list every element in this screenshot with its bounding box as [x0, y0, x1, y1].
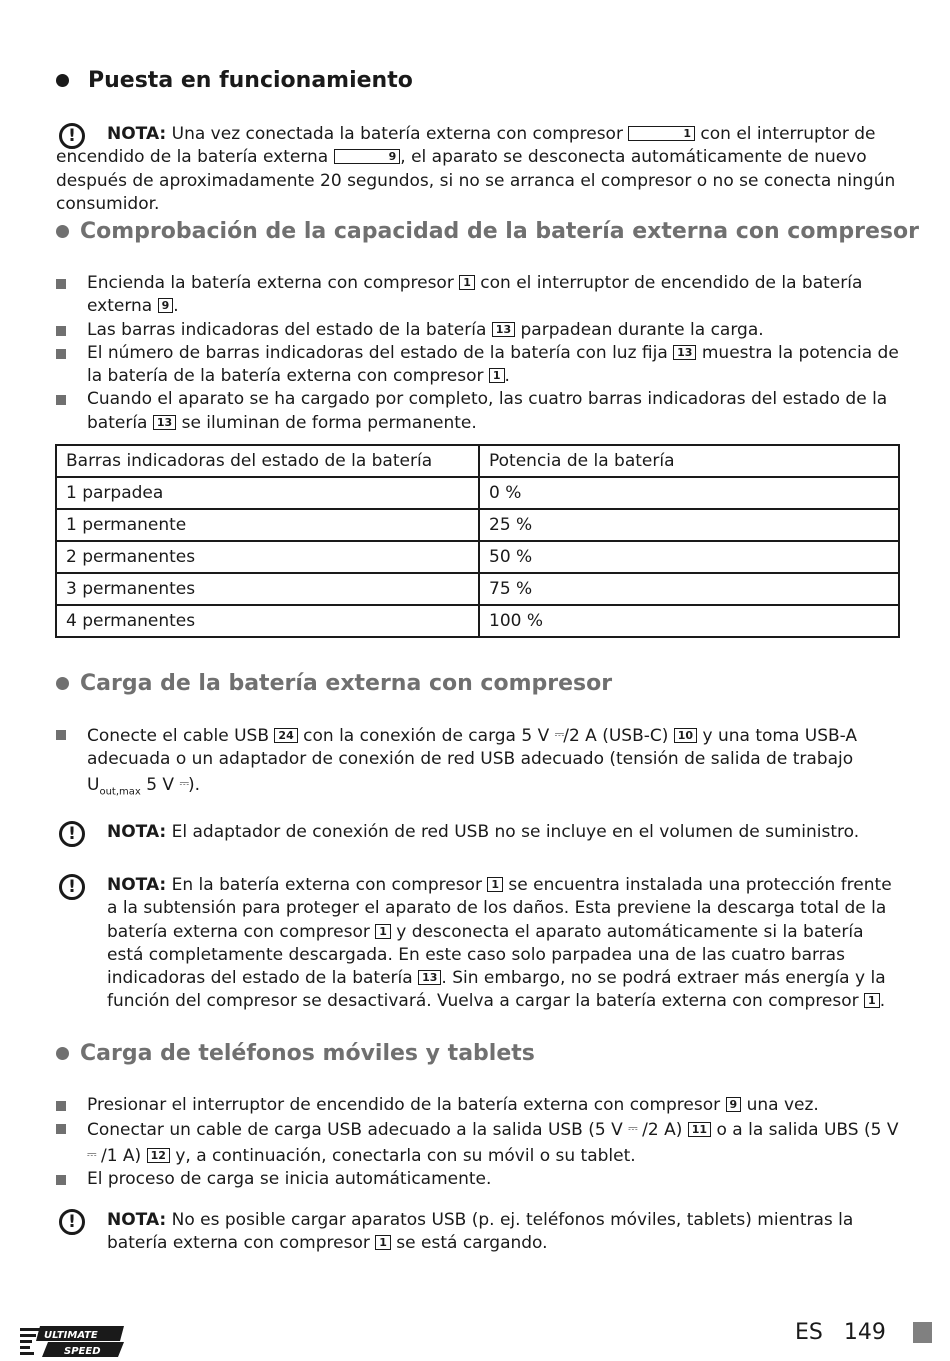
- bullet-dot-icon: [56, 1047, 69, 1060]
- item-text: Conecte el cable USB: [87, 726, 275, 746]
- language-code: ES: [795, 1320, 823, 1345]
- item-text: y, a continuación, conectarla con su móvil o su tablet.: [169, 1145, 636, 1166]
- item-text: 5 V: [140, 774, 180, 795]
- note-text-part: se encuentra instalada una protección frente a la subtensión para proteger el aparato de los daños. Esta previene la descarga total de la batería externa con compresor: [107, 875, 892, 942]
- ref-number: 1: [489, 368, 505, 383]
- item-text: y una toma USB-A adecuada o un adaptador de conexión de red USB adecuado (tensión de salida de trabajo U: [87, 726, 858, 795]
- list-item: [56, 1094, 901, 1117]
- note-text-part: se está cargando.: [390, 1233, 548, 1254]
- section-title: Puesta en funcionamiento: [88, 68, 413, 93]
- table-row: [56, 573, 899, 605]
- note-text-part: . Sin embargo, no se podrá extraer más energía y la función del compresor se desactivará. Vuelva a cargar la batería externa con compresor: [107, 968, 886, 1012]
- table-cell: 1 permanente: [56, 509, 479, 541]
- page-footer: [795, 1320, 886, 1345]
- note-text: [107, 874, 896, 1014]
- item-text: Conectar un cable de carga USB adecuado a la salida USB (5 V: [87, 1120, 629, 1141]
- ref-number: 13: [673, 345, 696, 360]
- item-text: con la conexión de carga 5 V: [297, 726, 555, 746]
- ref-number: 1: [487, 877, 503, 892]
- item-text: .: [504, 366, 510, 387]
- dc-symbol-icon: ⎓: [179, 775, 189, 790]
- note-text: [107, 1209, 896, 1256]
- bullet-dot-icon: [56, 225, 69, 238]
- table-cell: 4 permanentes: [56, 605, 479, 637]
- item-text: o a la salida UBS (5 V: [711, 1120, 899, 1141]
- item-text: El número de barras indicadoras del estado de la batería con luz fija: [87, 342, 674, 363]
- item-text: ).: [188, 774, 201, 795]
- bullet-dot-icon: [56, 74, 69, 87]
- table-row: [56, 541, 899, 573]
- item-text: .: [173, 296, 179, 317]
- ref-number: 1: [375, 924, 391, 939]
- bullet-list: [56, 272, 901, 435]
- note-text: [107, 821, 896, 844]
- note-text-part: No es posible cargar aparatos USB (p. ej. teléfonos móviles, tablets) mientras la batería externa con compresor: [107, 1210, 854, 1254]
- table-cell: 0 %: [479, 477, 899, 509]
- ref-number: 12: [147, 1148, 170, 1163]
- section-title: Carga de teléfonos móviles y tablets: [80, 1041, 535, 1066]
- table-header-row: [56, 445, 899, 477]
- note-label: NOTA:: [107, 822, 167, 842]
- footer-marker: [913, 1322, 932, 1343]
- logo-text-line1: ULTIMATE: [44, 1330, 98, 1341]
- table-cell: 75 %: [479, 573, 899, 605]
- item-text: una vez.: [741, 1095, 819, 1115]
- note-label: NOTA:: [107, 875, 167, 895]
- bullet-list: [56, 723, 901, 803]
- bullet-list: [56, 1094, 901, 1191]
- item-text: /1 A): [95, 1145, 147, 1166]
- note-text-part: y desconecta el aparato automáticamente si la batería está completamente descargada. En este caso solo parpadea una de las cuatro barras indicadoras del estado de la batería: [107, 921, 864, 989]
- section-title: Comprobación de la capacidad de la batería externa con compresor: [80, 219, 919, 244]
- warning-icon: !: [59, 821, 85, 847]
- item-text: muestra la potencia de la batería de la batería externa con compresor: [87, 342, 899, 387]
- item-text: Encienda la batería externa con compresor: [87, 273, 460, 293]
- ref-number: 13: [492, 322, 515, 337]
- item-text: con el interruptor de encendido de la batería externa: [87, 273, 863, 317]
- dc-symbol-icon: ⎓: [554, 727, 564, 741]
- table-row: [56, 605, 899, 637]
- note-label: NOTA:: [107, 1210, 167, 1230]
- section-heading-carga-bateria: [56, 671, 612, 696]
- table-cell: 25 %: [479, 509, 899, 541]
- section-title: Carga de la batería externa con compresor: [80, 671, 613, 696]
- note-text-part: , el aparato se desconecta automáticamente de nuevo después de aproximadamente 20 segundos, si no se arranca el compresor o no se conecta ningún consumidor.: [56, 147, 896, 214]
- table-cell: 3 permanentes: [56, 573, 479, 605]
- page-number: 149: [843, 1320, 886, 1345]
- bullet-dot-icon: [56, 677, 69, 690]
- ref-number: 24: [274, 728, 297, 743]
- ref-number: 1: [459, 275, 475, 290]
- item-text: El proceso de carga se inicia automáticamente.: [87, 1168, 492, 1189]
- item-text: parpadean durante la carga.: [515, 319, 764, 340]
- note-text-part: El adaptador de conexión de red USB no se incluye en el volumen de suministro.: [171, 822, 860, 842]
- ultimate-speed-logo: [20, 1325, 124, 1358]
- ref-number: 1: [375, 1235, 391, 1250]
- item-text: Presionar el interruptor de encendido de la batería externa con compresor: [87, 1095, 726, 1115]
- section-heading-capacidad: [56, 219, 919, 244]
- dc-symbol-icon: ⎓: [628, 1121, 637, 1136]
- section-heading-moviles: [56, 1041, 535, 1066]
- table-row: [56, 477, 899, 509]
- item-text: /2 A (USB-C): [563, 726, 674, 746]
- ref-number: 9: [726, 1097, 742, 1112]
- note-block: [56, 1209, 896, 1256]
- ref-number: 13: [418, 970, 441, 985]
- table-cell: 2 permanentes: [56, 541, 479, 573]
- list-item: [56, 1168, 901, 1191]
- list-item: [56, 342, 901, 389]
- item-text: Las barras indicadoras del estado de la batería: [87, 319, 492, 340]
- ref-number: 9: [158, 298, 174, 313]
- note-block: [56, 821, 896, 844]
- ref-number: 13: [153, 415, 176, 430]
- table-header-cell: Barras indicadoras del estado de la batería: [56, 445, 479, 477]
- ref-number: 9: [334, 149, 401, 164]
- note-text-part: En la batería externa con compresor: [171, 875, 488, 895]
- dc-symbol-icon: ⎓: [87, 1146, 96, 1161]
- warning-icon: !: [59, 874, 85, 900]
- ref-number: 1: [864, 993, 880, 1008]
- item-text: se iluminan de forma permanente.: [176, 412, 477, 433]
- subscript: out,max: [99, 785, 141, 797]
- item-text: /2 A): [636, 1120, 688, 1141]
- ref-number: 1: [628, 126, 695, 141]
- note-text: [56, 123, 896, 216]
- battery-table: [55, 444, 900, 638]
- note-block: [56, 123, 896, 216]
- ref-number: 11: [688, 1122, 711, 1137]
- list-item: [56, 723, 901, 803]
- table-cell: 100 %: [479, 605, 899, 637]
- section-heading-puesta: [56, 68, 413, 93]
- ref-number: 10: [674, 728, 697, 743]
- warning-icon: !: [59, 1209, 85, 1235]
- table-header-cell: Potencia de la batería: [479, 445, 899, 477]
- table-row: [56, 509, 899, 541]
- note-text-part: .: [879, 991, 886, 1012]
- logo-text-line2: SPEED: [64, 1346, 101, 1357]
- list-item: [56, 388, 901, 435]
- note-text-part: Una vez conectada la batería externa con compresor: [171, 124, 629, 144]
- table-cell: 50 %: [479, 541, 899, 573]
- list-item: [56, 272, 901, 319]
- note-text-part: con el interruptor de encendido de la batería externa: [56, 124, 876, 168]
- note-block: [56, 874, 896, 1014]
- warning-icon: !: [59, 123, 85, 149]
- table-cell: 1 parpadea: [56, 477, 479, 509]
- note-label: NOTA:: [107, 124, 167, 144]
- list-item: [56, 1117, 901, 1168]
- item-text: Cuando el aparato se ha cargado por completo, las cuatro barras indicadoras del estado de la batería: [87, 389, 888, 433]
- list-item: [56, 319, 901, 342]
